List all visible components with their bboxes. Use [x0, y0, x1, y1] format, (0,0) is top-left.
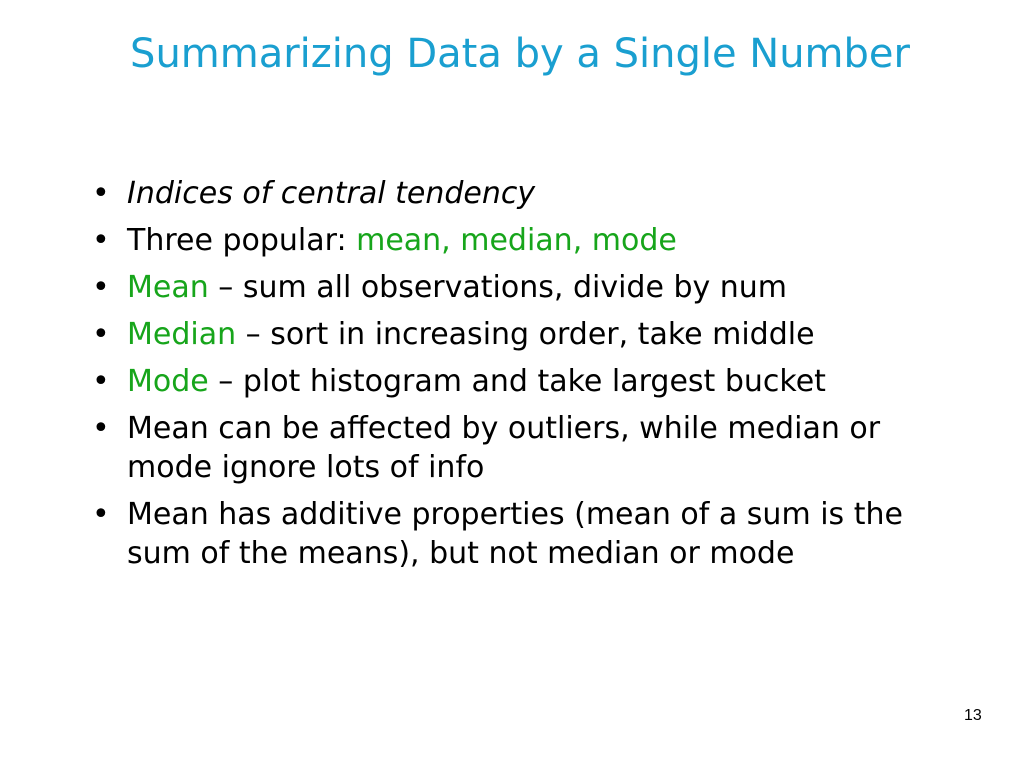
bullet-text: Indices of central tendency — [127, 176, 536, 211]
bullet-item — [92, 495, 922, 573]
bullet-item — [92, 174, 922, 213]
bullet-highlight: Median — [127, 317, 237, 352]
bullet-dot-icon: • — [92, 364, 110, 399]
page-number: 13 — [964, 707, 982, 724]
bullet-dot-icon: • — [92, 317, 110, 352]
bullet-highlight: mean, median, mode — [356, 223, 677, 258]
bullet-item — [92, 268, 922, 307]
bullet-dot-icon: • — [92, 411, 110, 446]
bullet-text: Mean has additive properties (mean of a sum is the sum of the means), but not median or mode — [127, 497, 903, 571]
bullet-prefix: Three popular: — [127, 223, 357, 258]
bullet-dot-icon: • — [92, 223, 110, 258]
bullet-list — [92, 174, 922, 581]
bullet-item — [92, 362, 922, 401]
bullet-dot-icon: • — [92, 497, 110, 532]
bullet-text: – plot histogram and take largest bucket — [208, 364, 826, 399]
bullet-dot-icon: • — [92, 176, 110, 211]
bullet-highlight: Mode — [127, 364, 209, 399]
bullet-text: Mean can be affected by outliers, while median or mode ignore lots of info — [127, 411, 881, 485]
bullet-text: – sum all observations, divide by num — [208, 270, 788, 305]
bullet-item — [92, 221, 922, 260]
bullet-item — [92, 315, 922, 354]
slide-title: Summarizing Data by a Single Number — [130, 31, 910, 77]
bullet-text: – sort in increasing order, take middle — [236, 317, 815, 352]
bullet-item — [92, 409, 922, 487]
bullet-dot-icon: • — [92, 270, 110, 305]
bullet-highlight: Mean — [127, 270, 209, 305]
